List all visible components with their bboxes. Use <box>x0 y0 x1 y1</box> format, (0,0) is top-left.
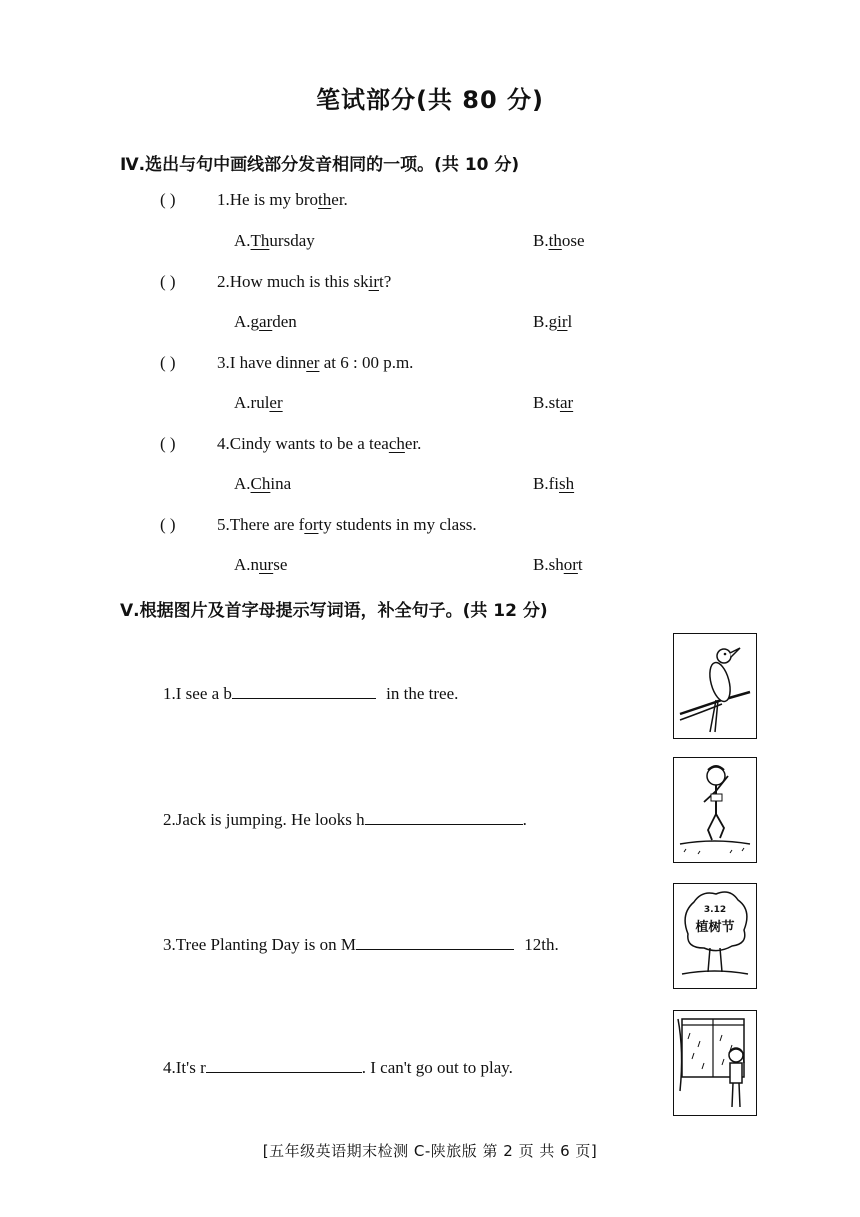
question-2 <box>217 272 391 292</box>
option-b-text-end: l <box>567 312 573 331</box>
fill-question-4-end: . I can't go out to play. <box>361 1058 513 1077</box>
answer-blank-2[interactable] <box>365 806 523 825</box>
answer-blank-1[interactable] <box>232 680 376 699</box>
option-a-text-end: ursday <box>269 231 315 250</box>
option-b-1[interactable] <box>533 231 585 251</box>
fill-question-4-text: 4.It's r <box>163 1058 206 1077</box>
fill-question-3-end: 12th. <box>524 935 559 954</box>
underlined-sound: or <box>304 515 319 534</box>
fill-question-3 <box>163 931 559 955</box>
option-a-text: A.n <box>234 555 260 574</box>
question-number: 3. <box>217 353 230 372</box>
option-a-text: A. <box>234 474 251 493</box>
page-title: 笔试部分(共 80 分) <box>315 86 545 114</box>
question-text: Cindy wants to be a tea <box>229 434 389 453</box>
underlined-sound: er <box>306 353 320 372</box>
option-a-4[interactable] <box>234 474 291 494</box>
underlined-sound: th <box>318 190 332 209</box>
option-b-2[interactable] <box>533 312 572 332</box>
question-text-end: er. <box>331 190 348 209</box>
option-b-text-end: t <box>577 555 583 574</box>
option-b-underlined: th <box>548 231 562 250</box>
question-text: There are f <box>229 515 305 534</box>
tree-planting-label: 植树节 <box>695 920 735 935</box>
answer-bracket-2[interactable]: ( ) <box>160 272 176 291</box>
option-a-text: A.rul <box>234 393 270 412</box>
page-footer: [五年级英语期末检测 C-陕旅版 第 2 页 共 6 页] <box>262 1142 598 1160</box>
bird-on-branch-icon <box>673 633 757 739</box>
fill-question-3-text: 3.Tree Planting Day is on M <box>163 935 356 954</box>
question-3 <box>217 353 413 373</box>
question-text: How much is this sk <box>229 272 369 291</box>
answer-bracket-5[interactable]: ( ) <box>160 515 176 534</box>
question-4 <box>217 434 421 454</box>
question-text-end: ty students in my class. <box>318 515 477 534</box>
fill-question-1 <box>163 680 458 704</box>
option-b-text: B. <box>533 231 549 250</box>
option-b-underlined: ar <box>559 393 574 412</box>
question-number: 2. <box>217 272 230 291</box>
question-text-end: er. <box>404 434 422 453</box>
option-a-5[interactable] <box>234 555 287 575</box>
option-a-text-end: den <box>272 312 297 331</box>
option-b-text-end: ose <box>561 231 585 250</box>
question-text: He is my bro <box>229 190 319 209</box>
option-b-text: B.g <box>533 312 558 331</box>
option-b-text: B.fi <box>533 474 559 493</box>
option-b-text: B.sh <box>533 555 564 574</box>
option-a-text: A.g <box>234 312 260 331</box>
option-a-underlined: er <box>269 393 283 412</box>
question-text-end: at 6 : 00 p.m. <box>319 353 414 372</box>
option-b-underlined: sh <box>558 474 575 493</box>
option-a-text-end: se <box>273 555 288 574</box>
answer-bracket-3[interactable]: ( ) <box>160 353 176 372</box>
question-number: 4. <box>217 434 230 453</box>
section-5-heading: Ⅴ.根据图片及首字母提示写词语，补全句子。(共 12 分) <box>120 601 548 621</box>
option-a-text: A. <box>234 231 251 250</box>
fill-question-4 <box>163 1054 513 1078</box>
answer-blank-3[interactable] <box>356 931 514 950</box>
answer-blank-4[interactable] <box>206 1054 362 1073</box>
fill-question-1-text: 1.I see a b <box>163 684 232 703</box>
fill-question-2 <box>163 806 527 830</box>
underlined-sound: ch <box>388 434 405 453</box>
option-b-underlined: ir <box>557 312 568 331</box>
answer-bracket-1[interactable]: ( ) <box>160 190 176 209</box>
option-a-2[interactable] <box>234 312 297 332</box>
option-b-text: B.st <box>533 393 560 412</box>
option-b-3[interactable] <box>533 393 573 413</box>
option-b-4[interactable] <box>533 474 574 494</box>
question-text-end: t? <box>378 272 392 291</box>
question-1 <box>217 190 348 210</box>
question-number: 5. <box>217 515 230 534</box>
fill-question-2-text: 2.Jack is jumping. He looks h <box>163 810 365 829</box>
question-number: 1. <box>217 190 230 209</box>
tree-planting-day-icon <box>673 883 757 989</box>
option-a-underlined: ur <box>259 555 274 574</box>
option-a-text-end: ina <box>270 474 292 493</box>
fill-question-2-end: . <box>522 810 527 829</box>
rainy-window-girl-icon <box>673 1010 757 1116</box>
fill-question-1-end: in the tree. <box>386 684 459 703</box>
option-a-underlined: Ch <box>250 474 271 493</box>
underlined-sound: ir <box>368 272 379 291</box>
question-5 <box>217 515 477 535</box>
tree-date-label: 3.12 <box>703 905 727 915</box>
jumping-boy-icon <box>673 757 757 863</box>
option-a-1[interactable] <box>234 231 315 251</box>
option-a-underlined: ar <box>259 312 273 331</box>
question-text: I have dinn <box>229 353 307 372</box>
option-a-underlined: Th <box>250 231 270 250</box>
section-4-heading: Ⅳ.选出与句中画线部分发音相同的一项。(共 10 分) <box>120 155 520 175</box>
answer-bracket-4[interactable]: ( ) <box>160 434 176 453</box>
option-b-5[interactable] <box>533 555 583 575</box>
option-b-underlined: or <box>563 555 578 574</box>
option-a-3[interactable] <box>234 393 283 413</box>
